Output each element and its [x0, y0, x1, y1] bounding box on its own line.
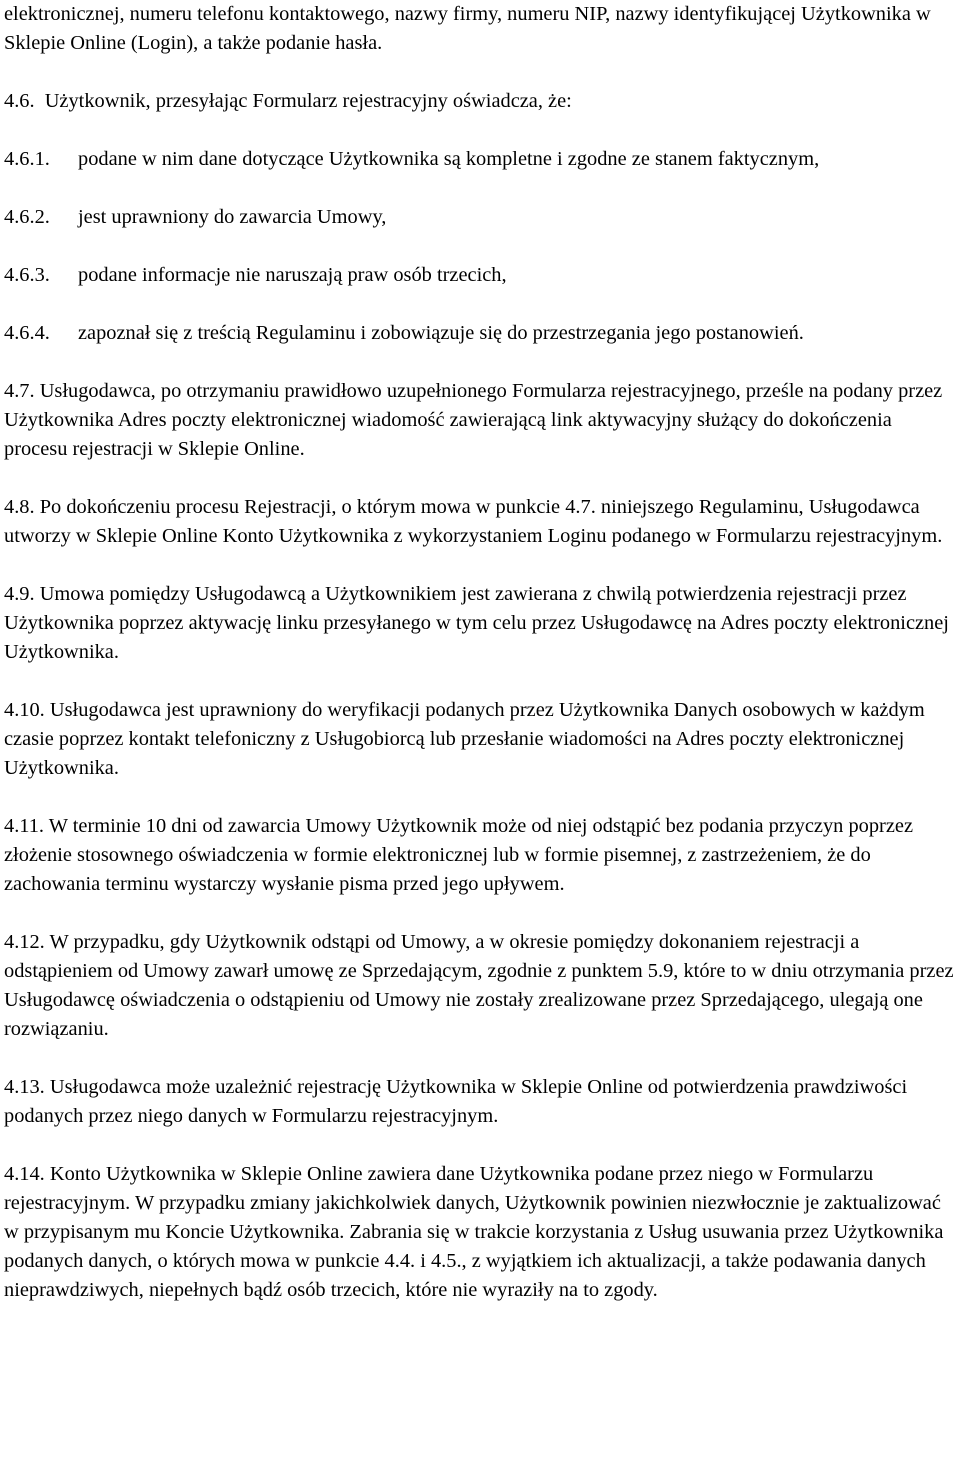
subparagraph-text: podane w nim dane dotyczące Użytkownika są kompletne i zgodne ze stanem faktycznym,: [78, 148, 820, 170]
paragraph-number: 4.6.: [4, 90, 35, 112]
paragraph-number: 4.14.: [4, 1163, 45, 1185]
paragraph-4-8: [4, 493, 958, 551]
paragraph-4-11: [4, 812, 958, 899]
paragraph-text: Usługodawca może uzależnić rejestrację Użytkownika w Sklepie Online od potwierdzenia prawdziwości podanych przez niego danych w Formularzu rejestracyjnym.: [4, 1076, 908, 1127]
paragraph-text: Usługodawca jest uprawniony do weryfikacji podanych przez Użytkownika Danych osobowych w każdym czasie poprzez kontakt telefoniczny z Usługobiorcą lub przesłanie wiadomości na Adres poczty elektronicznej Użytkownika.: [4, 699, 925, 779]
subparagraph-text: zapoznał się z treścią Regulaminu i zobowiązuje się do przestrzegania jego postanowień.: [78, 322, 804, 344]
paragraph-4-10: [4, 696, 958, 783]
paragraph-number: 4.11.: [4, 815, 45, 837]
intro-paragraph: elektronicznej, numeru telefonu kontaktowego, nazwy firmy, numeru NIP, nazwy identyfikującej Użytkownika w Sklepie Online (Login), a także podanie hasła.: [4, 3, 931, 54]
paragraph-number: 4.13.: [4, 1076, 45, 1098]
paragraph-4-7: [4, 377, 958, 464]
paragraph-number: 4.12.: [4, 931, 45, 953]
subparagraph-number: 4.6.3.: [4, 264, 50, 286]
paragraph-text: Po dokończeniu procesu Rejestracji, o którym mowa w punkcie 4.7. niniejszego Regulaminu, Usługodawca utworzy w Sklepie Online Konto Użytkownika z wykorzystaniem Loginu podanego w Formularzu rejestracyjnym.: [4, 496, 943, 547]
document-page: [4, 0, 958, 1334]
paragraph-number: 4.10.: [4, 699, 45, 721]
subparagraph-4-6-3: [4, 261, 958, 290]
paragraph-number: 4.7.: [4, 380, 35, 402]
subparagraph-text: podane informacje nie naruszają praw osób trzecich,: [78, 264, 507, 286]
paragraph-text: Usługodawca, po otrzymaniu prawidłowo uzupełnionego Formularza rejestracyjnego, prześle na podany przez Użytkownika Adres poczty elektronicznej wiadomość zawierającą link aktywacyjny służący do dokończenia procesu rejestracji w Sklepie Online.: [4, 380, 943, 460]
paragraph-4-6: [4, 87, 958, 116]
subparagraph-number: 4.6.2.: [4, 206, 50, 228]
paragraph-text: W terminie 10 dni od zawarcia Umowy Użytkownik może od niej odstąpić bez podania przyczyn poprzez złożenie stosownego oświadczenia w formie elektronicznej lub w formie pisemnej, z zastrzeżeniem, że do zachowania terminu wystarczy wysłanie pisma przed jego upływem.: [4, 815, 913, 895]
paragraph-4-12: [4, 928, 958, 1044]
paragraph-4-14: [4, 1160, 958, 1305]
paragraph-text: Użytkownik, przesyłając Formularz rejestracyjny oświadcza, że:: [44, 90, 572, 112]
subparagraph-4-6-1: [4, 145, 958, 174]
paragraph-4-9: [4, 580, 958, 667]
paragraph-text: Konto Użytkownika w Sklepie Online zawiera dane Użytkownika podane przez niego w Formularzu rejestracyjnym. W przypadku zmiany jakichkolwiek danych, Użytkownik powinien niezwłocznie je zaktualizować w przypisanym mu Koncie Użytkownika. Zabrania się w trakcie korzystania z Usług usuwania przez Użytkownika podanych danych, o których mowa w punkcie 4.4. i 4.5., z wyjątkiem ich aktualizacji, a także podawania danych nieprawdziwych, niepełnych bądź osób trzecich, które nie wyraziły na to zgody.: [4, 1163, 944, 1301]
paragraph-number: 4.8.: [4, 496, 35, 518]
subparagraph-text: jest uprawniony do zawarcia Umowy,: [78, 206, 387, 228]
paragraph-number: 4.9.: [4, 583, 35, 605]
subparagraph-number: 4.6.1.: [4, 148, 50, 170]
paragraph-text: Umowa pomiędzy Usługodawcą a Użytkownikiem jest zawierana z chwilą potwierdzenia rejestracji przez Użytkownika poprzez aktywację linku przesyłanego w tym celu przez Usługodawcę na Adres poczty elektronicznej Użytkownika.: [4, 583, 949, 663]
paragraph-4-13: [4, 1073, 958, 1131]
subparagraph-4-6-2: [4, 203, 958, 232]
subparagraph-number: 4.6.4.: [4, 322, 50, 344]
subparagraph-4-6-4: [4, 319, 958, 348]
paragraph-text: W przypadku, gdy Użytkownik odstąpi od Umowy, a w okresie pomiędzy dokonaniem rejestracji a odstąpieniem od Umowy zawarł umowę ze Sprzedającym, zgodnie z punktem 5.9, które to w dniu otrzymania przez Usługodawcę oświadczenia o odstąpieniu od Umowy nie zostały zrealizowane przez Sprzedającego, ulegają one rozwiązaniu.: [4, 931, 954, 1040]
